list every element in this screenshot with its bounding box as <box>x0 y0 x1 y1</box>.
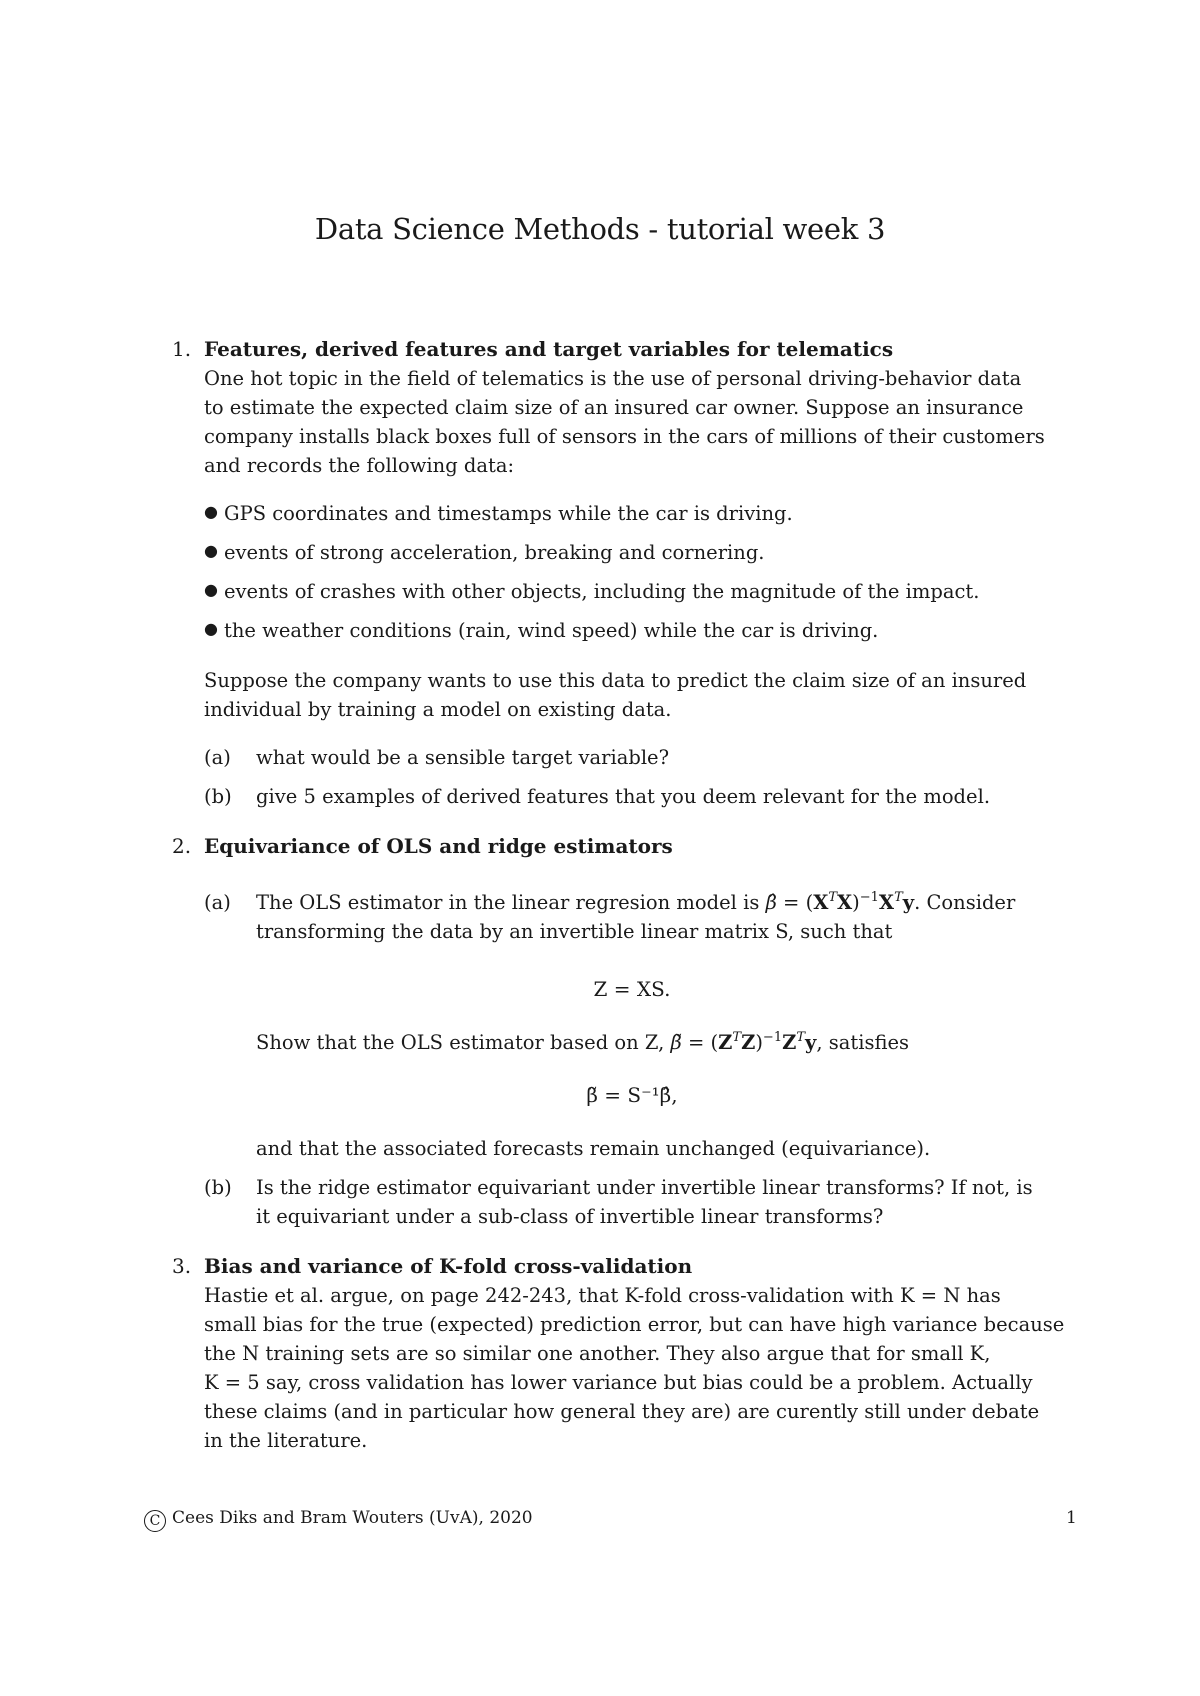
paragraph-line: in the literature. <box>204 1429 368 1452</box>
equation: β̃ = S⁻¹β̂, <box>586 1083 678 1107</box>
question-number: 3. <box>172 1254 192 1278</box>
tilde-beta-formula: β̃ = $(Z^TZ)^{-1}Z^Ty$ <box>670 1030 817 1054</box>
part-label: (a) <box>204 891 231 914</box>
paragraph-line: these claims (and in particular how general they are) are curently still under debate <box>204 1400 1040 1423</box>
ols-formula: β̂ = $(X^TX)^{-1}X^Ty$ <box>765 890 915 914</box>
page-number: 1 <box>1066 1508 1077 1528</box>
part-label: (a) <box>204 746 231 769</box>
part-text: give 5 examples of derived features that you deem relevant for the model. <box>256 785 991 808</box>
paragraph-line: company installs black boxes full of sensors in the cars of millions of their customers <box>204 425 1045 448</box>
question-number: 1. <box>172 337 192 361</box>
text-span: , satisfies <box>816 1031 910 1054</box>
paragraph-line: Suppose the company wants to use this data to predict the claim size of an insured <box>204 669 1027 692</box>
list-item: events of crashes with other objects, including the magnitude of the impact. <box>224 580 980 603</box>
paragraph-line: and records the following data: <box>204 454 515 477</box>
formula-line <box>256 1031 1144 1054</box>
bullet-icon: ● <box>204 502 218 521</box>
page-title: Data Science Methods - tutorial week 3 <box>314 212 886 246</box>
question-heading: Features, derived features and target variables for telematics <box>204 337 894 361</box>
question-number: 2. <box>172 834 192 858</box>
question-heading: Equivariance of OLS and ridge estimators <box>204 834 673 858</box>
part-label: (b) <box>204 1176 232 1199</box>
paragraph-line: individual by training a model on existing data. <box>204 698 672 721</box>
list-item: the weather conditions (rain, wind speed) while the car is driving. <box>224 619 879 642</box>
paragraph-line: the N training sets are so similar one another. They also argue that for small K, <box>204 1342 991 1365</box>
paragraph-line: Is the ridge estimator equivariant under invertible linear transforms? If not, is <box>256 1176 1033 1199</box>
footer-credit-text: Cees Diks and Bram Wouters (UvA), 2020 <box>172 1508 533 1528</box>
bullet-icon: ● <box>204 541 218 560</box>
paragraph-line: transforming the data by an invertible linear matrix S, such that <box>256 920 893 943</box>
paragraph-line: Hastie et al. argue, on page 242-243, that K-fold cross-validation with K = N has <box>204 1284 1001 1307</box>
formula-line <box>256 891 1144 914</box>
text-span: The OLS estimator in the linear regresion model is <box>256 891 760 914</box>
equation: Z = XS. <box>593 977 671 1001</box>
text-span: Show that the OLS estimator based on Z, <box>256 1031 665 1054</box>
paragraph-line: and that the associated forecasts remain unchanged (equivariance). <box>256 1137 931 1160</box>
question-heading: Bias and variance of K-fold cross-validation <box>204 1254 693 1278</box>
bullet-icon: ● <box>204 580 218 599</box>
paragraph-line: small bias for the true (expected) prediction error, but can have high variance because <box>204 1313 1065 1336</box>
paragraph-line: it equivariant under a sub-class of invertible linear transforms? <box>256 1205 884 1228</box>
copyright-icon: C <box>144 1510 166 1532</box>
bullet-icon: ● <box>204 619 218 638</box>
text-span: . Consider <box>914 891 1016 914</box>
list-item: events of strong acceleration, breaking and cornering. <box>224 541 765 564</box>
paragraph-line: to estimate the expected claim size of an insured car owner. Suppose an insurance <box>204 396 1024 419</box>
paragraph-line: One hot topic in the field of telematics is the use of personal driving-behavior data <box>204 367 1022 390</box>
list-item: GPS coordinates and timestamps while the car is driving. <box>224 502 793 525</box>
part-label: (b) <box>204 785 232 808</box>
paragraph-line: K = 5 say, cross validation has lower variance but bias could be a problem. Actually <box>204 1371 1033 1394</box>
footer-credit <box>144 1508 533 1532</box>
part-text: what would be a sensible target variable? <box>256 746 670 769</box>
